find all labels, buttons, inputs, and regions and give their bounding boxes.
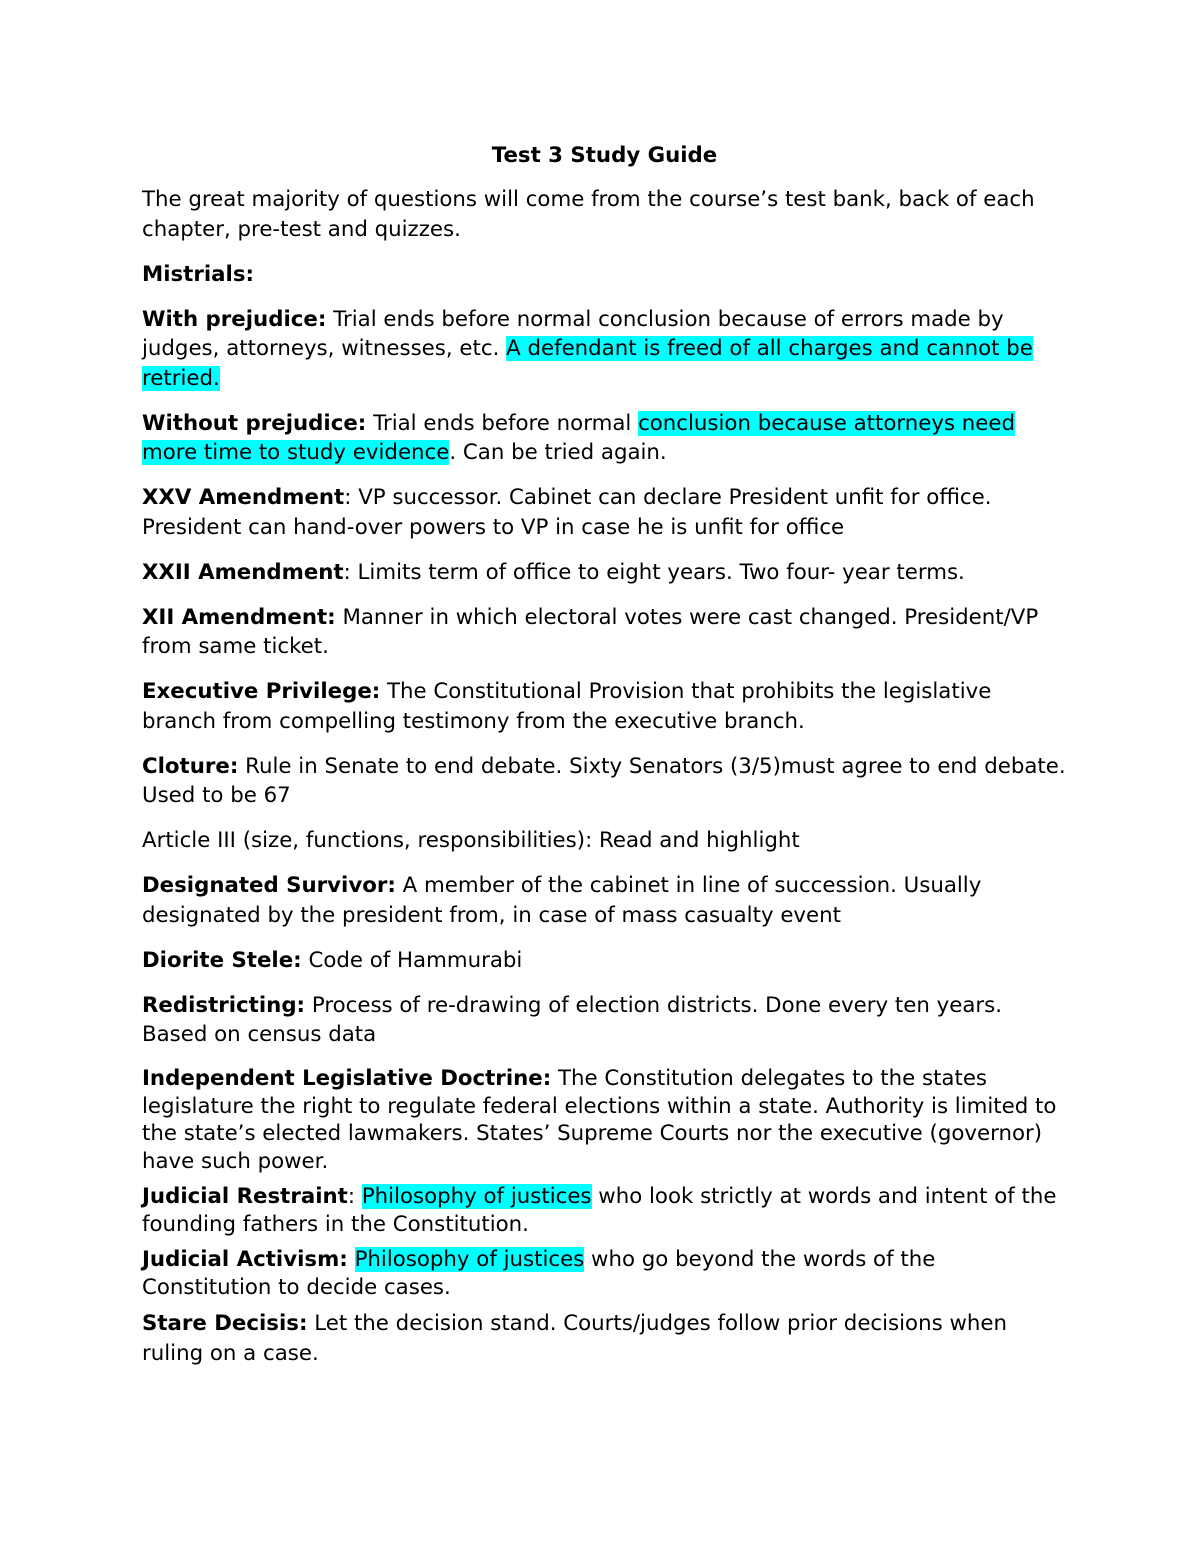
term-judicial-activism: Judicial Activism: — [142, 1247, 348, 1272]
page-title: Test 3 Study Guide — [491, 143, 718, 168]
entry-article-iii: Article III (size, functions, responsibilities): Read and highlight — [142, 828, 800, 853]
entry-cloture — [142, 752, 1067, 811]
entry-judicial-restraint — [142, 1183, 1067, 1238]
term-xxii-amendment: XXII Amendment — [142, 559, 344, 585]
definition-without-prejudice-end: . Can be tried again. — [449, 440, 667, 465]
mistrials-heading: Mistrials: — [142, 261, 255, 287]
term-xii-amendment: XII Amendment: — [142, 604, 336, 630]
section-heading — [142, 260, 1067, 290]
entry-redistricting — [142, 991, 1067, 1050]
entry-xii-amendment — [142, 603, 1067, 662]
definition-executive-privilege: The Constitutional Provision that prohibits the legislative branch from compelling testimony from the executive branch. — [142, 679, 992, 734]
term-with-prejudice: With prejudice: — [142, 306, 327, 332]
entry-executive-privilege — [142, 677, 1067, 736]
entry-xxv-amendment — [142, 483, 1067, 542]
highlight-without-prejudice: conclusion because attorneys need more time to study evidence — [142, 410, 1016, 465]
term-diorite-stele: Diorite Stele: — [142, 947, 302, 973]
entry-designated-survivor — [142, 871, 1067, 930]
definition-designated-survivor: A member of the cabinet in line of succession. Usually designated by the president from, in case of mass casualty event — [142, 873, 982, 928]
entry-stare-decisis — [142, 1309, 1067, 1368]
entry-judicial-activism — [142, 1246, 1067, 1301]
term-without-prejudice: Without prejudice: — [142, 410, 367, 436]
definition-diorite-stele: Code of Hammurabi — [301, 947, 523, 973]
term-xxv-amendment: XXV Amendment — [142, 485, 345, 510]
definition-xxv-amendment: : VP successor. Cabinet can declare President unfit for office. President can hand-over powers to VP in case he is unfit for office — [142, 485, 992, 540]
definition-without-prejudice: Trial ends before normal — [366, 410, 639, 436]
entry-diorite-stele — [142, 946, 1067, 976]
term-executive-privilege: Executive Privilege: — [142, 679, 381, 704]
intro-paragraph: The great majority of questions will come from the course’s test bank, back of each chapter, pre-test and quizzes. — [142, 187, 1035, 242]
document-body — [142, 141, 1067, 1384]
definition-xxii-amendment: : Limits term of office to eight years. Two four- year terms. — [343, 559, 965, 585]
definition-judicial-activism-end: who go beyond the words of the Constitution to decide cases. — [142, 1247, 936, 1300]
definition-judicial-restraint-end: who look strictly at words and intent of the founding fathers in the Constitution. — [142, 1184, 1057, 1237]
definition-stare-decisis: Let the decision stand. Courts/judges follow prior decisions when ruling on a case. — [142, 1311, 1007, 1366]
definition-judicial-activism — [348, 1247, 355, 1272]
definition-independent-legislative-doctrine: The Constitution delegates to the states legislature the right to regulate federal elections within a state. Authority is limited to the state’s elected lawmakers. States’ Supreme Courts nor the executive (governor) have such power. — [142, 1066, 1057, 1174]
term-independent-legislative-doctrine: Independent Legislative Doctrine: — [142, 1066, 552, 1091]
term-judicial-restraint: Judicial Restraint — [142, 1184, 348, 1209]
definition-xii-amendment: Manner in which electoral votes were cast changed. President/VP from same ticket. — [142, 604, 1039, 659]
term-designated-survivor: Designated Survivor: — [142, 873, 396, 898]
definition-cloture: Rule in Senate to end debate. Sixty Senators (3/5)must agree to end debate. Used to be 67 — [142, 753, 1066, 808]
entry-without-prejudice — [142, 409, 1067, 468]
definition-redistricting: Process of re-drawing of election districts. Done every ten years. Based on census data — [142, 992, 1002, 1047]
entry-independent-legislative-doctrine — [142, 1065, 1067, 1175]
highlight-judicial-activism: Philosophy of justices — [354, 1247, 585, 1272]
term-cloture: Cloture: — [142, 753, 239, 779]
entry-with-prejudice — [142, 305, 1067, 394]
term-redistricting: Redistricting: — [142, 992, 306, 1018]
highlight-judicial-restraint: Philosophy of justices — [361, 1184, 592, 1209]
definition-judicial-restraint: : — [347, 1184, 362, 1209]
term-stare-decisis: Stare Decisis: — [142, 1311, 308, 1336]
highlight-with-prejudice: A defendant is freed of all charges and cannot be retried. — [142, 336, 1033, 391]
entry-xxii-amendment — [142, 558, 1067, 588]
definition-with-prejudice: Trial ends before normal conclusion because of errors made by judges, attorneys, witnesses, etc. — [142, 306, 1004, 361]
